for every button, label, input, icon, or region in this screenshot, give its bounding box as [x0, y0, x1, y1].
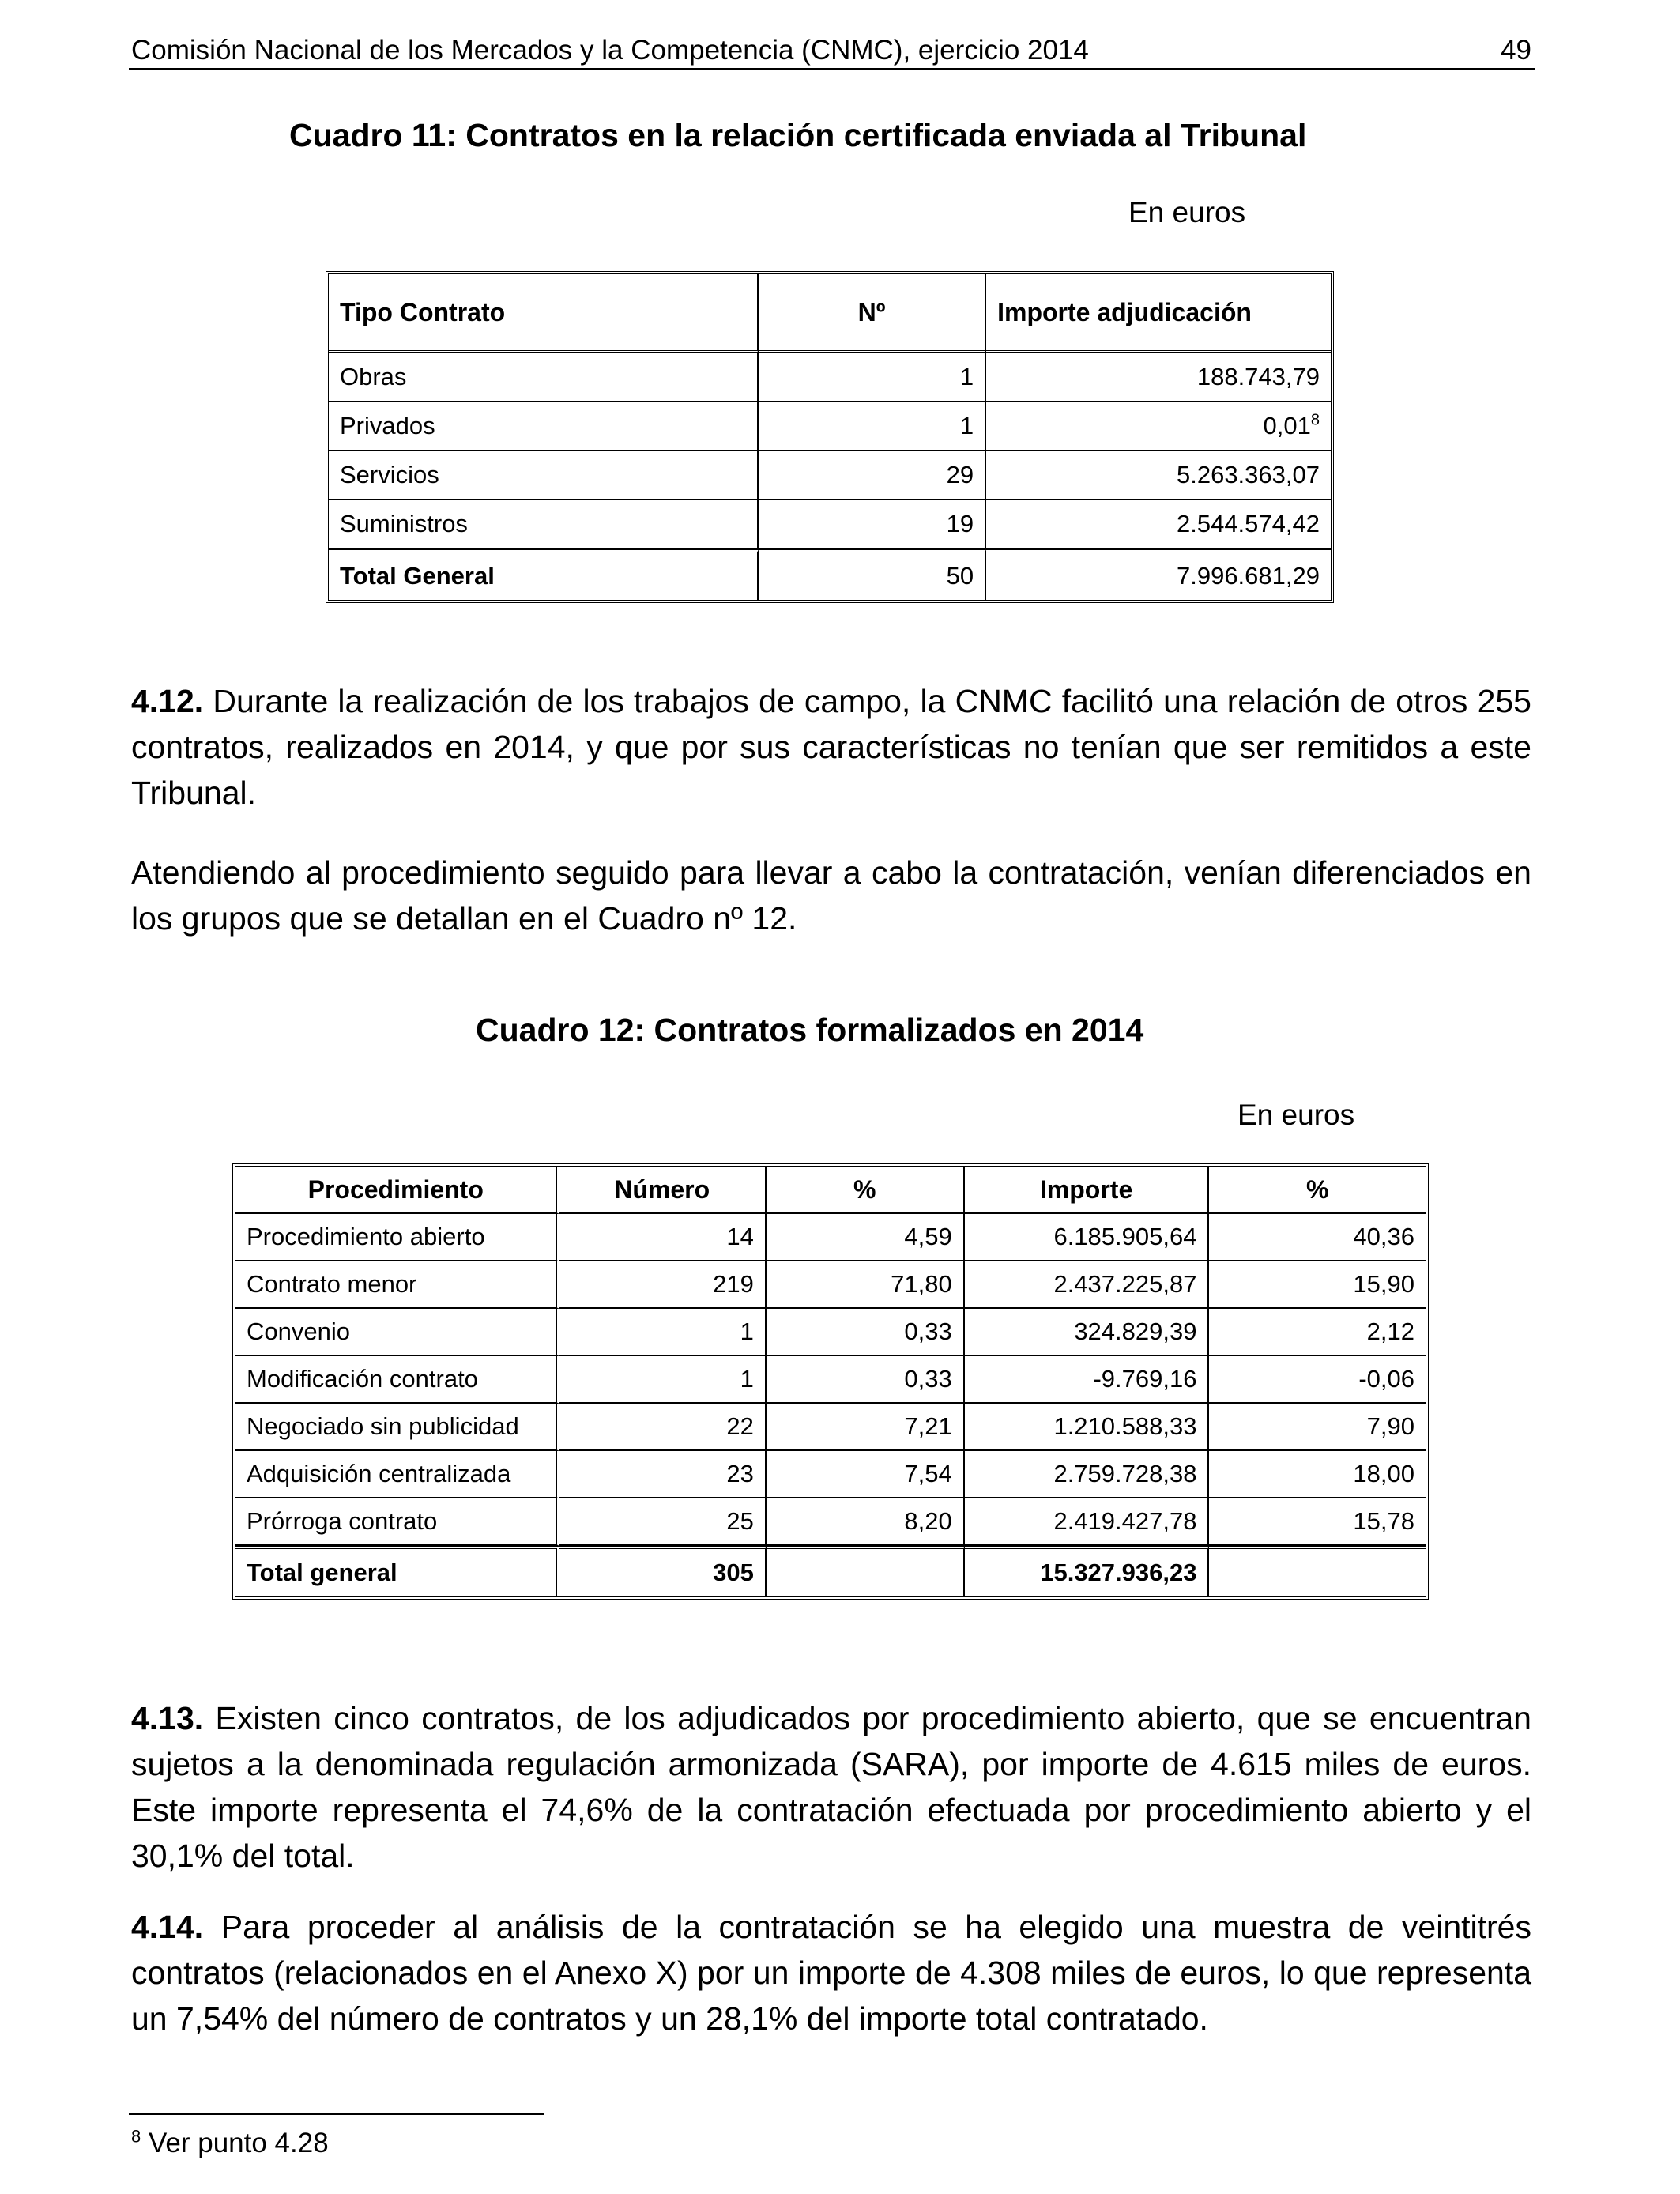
paragraph-number: 4.14. — [131, 1909, 204, 1945]
table12-caption: Cuadro 12: Contratos formalizados en 2014 — [476, 1012, 1144, 1048]
n-cell: 1 — [759, 353, 986, 402]
paragraph-4-13 — [131, 1695, 1531, 1879]
tipo-cell: Privados — [329, 402, 759, 451]
proc-cell: Contrato menor — [235, 1261, 559, 1309]
proc-cell: Convenio — [235, 1309, 559, 1356]
num-cell: 1 — [559, 1356, 767, 1404]
proc-cell: Negociado sin publicidad — [235, 1404, 559, 1451]
table-row — [235, 1498, 1426, 1546]
importe-value: 0,01 — [1263, 412, 1311, 439]
tipo-cell: Obras — [329, 353, 759, 402]
pct2-cell: 15,78 — [1209, 1498, 1426, 1546]
total-n: 50 — [759, 549, 986, 600]
table-row — [235, 1404, 1426, 1451]
table12-header-row — [235, 1167, 1426, 1214]
total-importe: 15.327.936,23 — [965, 1546, 1210, 1596]
paragraph-text: Durante la realización de los trabajos de campo, la CNMC facilitó una relación de otros 255 contratos, realizados en 2014, y que por sus características no tenían que ser remitidos a este Tribunal. — [131, 683, 1531, 811]
footnote — [131, 2126, 329, 2161]
table-row — [329, 402, 1331, 451]
table12-col-pct: % — [767, 1167, 965, 1214]
n-cell: 29 — [759, 451, 986, 500]
table-row — [235, 1214, 1426, 1261]
paragraph-number: 4.13. — [131, 1700, 204, 1736]
n-cell: 1 — [759, 402, 986, 451]
proc-cell: Adquisición centralizada — [235, 1451, 559, 1498]
table-row — [235, 1356, 1426, 1404]
importe-cell: 2.419.427,78 — [965, 1498, 1210, 1546]
importe-cell: 324.829,39 — [965, 1309, 1210, 1356]
total-label: Total General — [329, 549, 759, 600]
proc-cell: Procedimiento abierto — [235, 1214, 559, 1261]
importe-cell: 2.437.225,87 — [965, 1261, 1210, 1309]
proc-cell: Prórroga contrato — [235, 1498, 559, 1546]
paragraph-text: Para proceder al análisis de la contratación se ha elegido una muestra de veintitrés contratos (relacionados en el Anexo X) por un importe de 4.308 miles de euros, lo que representa un 7,54% del número de contratos y un 28,1% del importe total contratado. — [131, 1909, 1531, 2037]
table-row — [235, 1451, 1426, 1498]
paragraph-4-12 — [131, 678, 1531, 816]
n-cell: 19 — [759, 500, 986, 549]
importe-cell: 2.544.574,42 — [986, 500, 1331, 549]
pct2-cell: 40,36 — [1209, 1214, 1426, 1261]
page-number: 49 — [1501, 35, 1531, 66]
table12-col-importe: Importe — [965, 1167, 1210, 1214]
paragraph-4-14 — [131, 1904, 1531, 2041]
pct-cell: 7,21 — [767, 1404, 965, 1451]
pct2-cell: 2,12 — [1209, 1309, 1426, 1356]
pct-cell: 0,33 — [767, 1356, 965, 1404]
pct-cell: 71,80 — [767, 1261, 965, 1309]
importe-cell — [986, 402, 1331, 451]
importe-cell: 5.263.363,07 — [986, 451, 1331, 500]
paragraph-text: Existen cinco contratos, de los adjudicados por procedimiento abierto, que se encuentran sujetos a la denominada regulación armonizada (SARA), por importe de 4.615 miles de euros. Este importe representa el 74,6% de la contratación efectuada por procedimiento abierto y el 30,1% del total. — [131, 1700, 1531, 1874]
table11-col-importe: Importe adjudicación — [986, 274, 1331, 353]
total-num: 305 — [559, 1546, 767, 1596]
num-cell: 22 — [559, 1404, 767, 1451]
page-header — [129, 33, 1535, 70]
table-row — [329, 353, 1331, 402]
table11-units: En euros — [1128, 196, 1246, 228]
paragraph-number: 4.12. — [131, 683, 204, 719]
table-row — [329, 500, 1331, 549]
pct2-cell: 7,90 — [1209, 1404, 1426, 1451]
total-pct2 — [1209, 1546, 1426, 1596]
footnote-ref: 8 — [1310, 411, 1320, 429]
table11 — [326, 271, 1334, 603]
num-cell: 14 — [559, 1214, 767, 1261]
importe-cell: 6.185.905,64 — [965, 1214, 1210, 1261]
table11-header-row — [329, 274, 1331, 353]
table12-col-numero: Número — [559, 1167, 767, 1214]
importe-cell: 188.743,79 — [986, 353, 1331, 402]
table11-col-tipo: Tipo Contrato — [329, 274, 759, 353]
num-cell: 219 — [559, 1261, 767, 1309]
importe-cell: -9.769,16 — [965, 1356, 1210, 1404]
num-cell: 1 — [559, 1309, 767, 1356]
total-pct — [767, 1546, 965, 1596]
pct-cell: 8,20 — [767, 1498, 965, 1546]
total-label: Total general — [235, 1546, 559, 1596]
total-importe: 7.996.681,29 — [986, 549, 1331, 600]
running-title: Comisión Nacional de los Mercados y la Competencia (CNMC), ejercicio 2014 — [131, 35, 1089, 66]
footnote-text: Ver punto 4.28 — [148, 2128, 329, 2158]
table-row — [329, 451, 1331, 500]
table12 — [232, 1163, 1429, 1600]
table-row — [235, 1309, 1426, 1356]
footnote-mark: 8 — [131, 2126, 141, 2147]
footnote-rule — [129, 2113, 544, 2115]
table12-total-row — [235, 1546, 1426, 1596]
proc-cell: Modificación contrato — [235, 1356, 559, 1404]
pct-cell: 7,54 — [767, 1451, 965, 1498]
table11-col-n: Nº — [759, 274, 986, 353]
pct2-cell: 15,90 — [1209, 1261, 1426, 1309]
table12-units: En euros — [1237, 1099, 1355, 1131]
importe-cell: 1.210.588,33 — [965, 1404, 1210, 1451]
importe-cell: 2.759.728,38 — [965, 1451, 1210, 1498]
table-row — [235, 1261, 1426, 1309]
table11-total-row — [329, 549, 1331, 600]
pct-cell: 0,33 — [767, 1309, 965, 1356]
pct2-cell: -0,06 — [1209, 1356, 1426, 1404]
num-cell: 25 — [559, 1498, 767, 1546]
tipo-cell: Suministros — [329, 500, 759, 549]
pct-cell: 4,59 — [767, 1214, 965, 1261]
table11-caption: Cuadro 11: Contratos en la relación certificada enviada al Tribunal — [289, 117, 1307, 153]
table12-col-procedimiento: Procedimiento — [235, 1167, 559, 1214]
tipo-cell: Servicios — [329, 451, 759, 500]
paragraph-4-12-b: Atendiendo al procedimiento seguido para llevar a cabo la contratación, venían diferenciados en los grupos que se detallan en el Cuadro nº 12. — [131, 854, 1531, 937]
pct2-cell: 18,00 — [1209, 1451, 1426, 1498]
table12-col-pct-importe: % — [1209, 1167, 1426, 1214]
num-cell: 23 — [559, 1451, 767, 1498]
